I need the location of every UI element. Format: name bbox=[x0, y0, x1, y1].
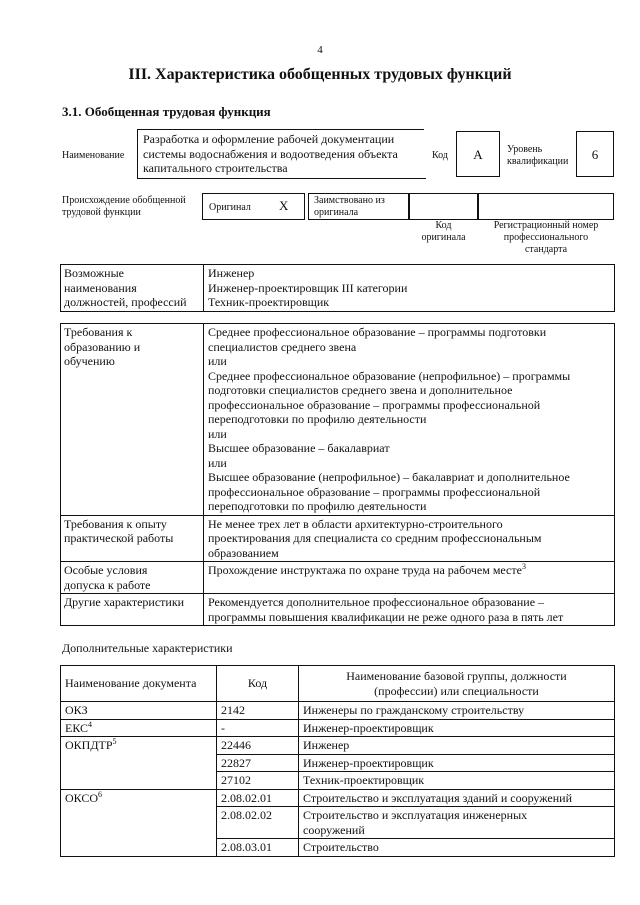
education-line: специалистов среднего звена bbox=[208, 339, 357, 354]
origin-label-line: Происхождение обобщенной bbox=[62, 195, 186, 206]
positions-label bbox=[61, 265, 204, 312]
header-name-line: (профессии) или специальности bbox=[374, 683, 539, 698]
table-row bbox=[61, 737, 615, 755]
experience-line: Не менее трех лет в области архитектурно-строительного bbox=[208, 516, 503, 531]
original-code-box bbox=[409, 193, 478, 220]
experience-line: проектирования для специалиста со средним профессиональным bbox=[208, 531, 542, 545]
okpdtr-name: Техник-проектировщик bbox=[299, 772, 615, 790]
education-line: Среднее профессиональное образование – программы подготовки bbox=[208, 325, 547, 339]
original-mark: X bbox=[279, 198, 289, 213]
other-characteristics-row bbox=[61, 594, 615, 626]
positions-label-line: Возможные bbox=[64, 266, 124, 280]
footnote-ref: 3 bbox=[521, 562, 526, 571]
table-row bbox=[61, 719, 615, 737]
education-label-line: обучению bbox=[64, 354, 115, 368]
level-label-line: квалификации bbox=[507, 156, 569, 167]
eks-doc bbox=[61, 719, 217, 737]
level-label-line: Уровень bbox=[507, 144, 543, 155]
code-caption bbox=[409, 220, 478, 244]
okso-name-line: Строительство и эксплуатация инженерных bbox=[303, 808, 528, 822]
experience-label-line: Требования к опыту bbox=[64, 516, 167, 531]
okso-name: Строительство bbox=[299, 839, 615, 857]
original-label: Оригинал bbox=[209, 202, 251, 213]
positions-table bbox=[60, 264, 615, 312]
additional-table bbox=[60, 665, 615, 857]
education-line: переподготовки по профилю деятельности bbox=[208, 412, 427, 426]
eks-name: Инженер-проектировщик bbox=[299, 719, 615, 737]
experience-row bbox=[61, 515, 615, 562]
education-line: Высшее образование (непрофильное) – бакалавриат и дополнительное bbox=[208, 470, 570, 484]
okpdtr-doc bbox=[61, 737, 217, 790]
header-doc: Наименование документа bbox=[61, 666, 217, 702]
education-label bbox=[61, 324, 204, 516]
experience-label bbox=[61, 515, 204, 562]
registration-caption-line: стандарта bbox=[524, 244, 568, 255]
other-characteristics-label: Другие характеристики bbox=[61, 594, 204, 626]
special-label-line: Особые условия bbox=[64, 563, 148, 577]
code-caption-line: Код bbox=[435, 220, 452, 231]
code-caption-line: оригинала bbox=[421, 232, 466, 243]
eks-code: - bbox=[217, 719, 299, 737]
origin-label-line: трудовой функции bbox=[62, 207, 141, 218]
okz-name: Инженеры по гражданскому строительству bbox=[299, 702, 615, 720]
level-label bbox=[507, 144, 568, 168]
positions-label-line: наименования bbox=[64, 280, 137, 295]
origin-label bbox=[62, 195, 186, 219]
okpdtr-name: Инженер bbox=[299, 737, 615, 755]
name-label: Наименование bbox=[62, 150, 125, 161]
okz-code: 2142 bbox=[217, 702, 299, 720]
okz-doc: ОКЗ bbox=[61, 702, 217, 720]
okso-code: 2.08.02.02 bbox=[217, 807, 299, 839]
eks-doc-text: ЕКС bbox=[65, 720, 89, 735]
okso-code: 2.08.03.01 bbox=[217, 839, 299, 857]
requirements-table bbox=[60, 323, 615, 626]
special-conditions-label bbox=[61, 562, 204, 594]
borrowed-label-line: Заимствовано из bbox=[314, 195, 385, 206]
code-label: Код bbox=[432, 150, 448, 161]
education-line: профессиональное образование – программы профессиональной bbox=[208, 484, 541, 499]
table-row bbox=[61, 789, 615, 807]
special-conditions-text bbox=[204, 562, 615, 594]
registration-caption-line: Регистрационный номер bbox=[493, 220, 599, 231]
okso-name-line: сооружений bbox=[303, 822, 365, 837]
positions-values bbox=[204, 265, 615, 312]
education-line: Высшее образование – бакалавриат bbox=[208, 441, 390, 455]
position-value: Инженер bbox=[208, 266, 255, 280]
function-name-box bbox=[137, 129, 424, 179]
subsection-title: 3.1. Обобщенная трудовая функция bbox=[62, 104, 271, 119]
okso-doc bbox=[61, 789, 217, 856]
education-line: или bbox=[208, 426, 227, 441]
education-label-line: Требования к bbox=[64, 325, 133, 339]
function-name-line: системы водоснабжения и водоотведения объекта bbox=[143, 146, 398, 161]
education-row bbox=[61, 324, 615, 516]
other-characteristics-text bbox=[204, 594, 615, 626]
level-value-box: 6 bbox=[576, 131, 614, 177]
okso-code: 2.08.02.01 bbox=[217, 789, 299, 807]
okpdtr-code: 22827 bbox=[217, 754, 299, 772]
original-box bbox=[202, 193, 305, 220]
registration-number-box bbox=[478, 193, 614, 220]
footnote-ref: 4 bbox=[88, 719, 93, 729]
okpdtr-doc-text: ОКПДТР bbox=[65, 738, 113, 752]
function-name-line: Разработка и оформление рабочей документации bbox=[143, 132, 395, 146]
table-row bbox=[61, 702, 615, 720]
okpdtr-code: 27102 bbox=[217, 772, 299, 790]
special-text: Прохождение инструктажа по охране труда на рабочем месте bbox=[208, 563, 522, 577]
registration-caption-line: профессионального bbox=[503, 232, 589, 243]
code-value-box: А bbox=[456, 131, 500, 177]
education-line: или bbox=[208, 455, 227, 470]
additional-title: Дополнительные характеристики bbox=[62, 641, 233, 655]
additional-header-row bbox=[61, 666, 615, 702]
education-line: или bbox=[208, 354, 227, 368]
okpdtr-name: Инженер-проектировщик bbox=[299, 754, 615, 772]
function-name-underline bbox=[137, 178, 426, 179]
footnote-ref: 6 bbox=[98, 789, 103, 799]
other-line: Рекомендуется дополнительное профессиональное образование – bbox=[208, 595, 545, 609]
function-name-line: капитального строительства bbox=[143, 161, 288, 175]
header-name bbox=[299, 666, 615, 702]
education-line: Среднее профессиональное образование (непрофильное) – программы bbox=[208, 368, 571, 383]
section-title: III. Характеристика обобщенных трудовых функций bbox=[128, 66, 512, 83]
education-line: переподготовки по профилю деятельности bbox=[208, 499, 427, 513]
position-value: Инженер-проектировщик III категории bbox=[208, 280, 408, 295]
education-line: профессиональное образование – программы профессиональной bbox=[208, 397, 541, 412]
special-conditions-row bbox=[61, 562, 615, 594]
experience-label-line: практической работы bbox=[64, 531, 174, 545]
positions-label-line: должностей, профессий bbox=[64, 295, 187, 309]
okso-name: Строительство и эксплуатация зданий и сооружений bbox=[299, 789, 615, 807]
header-code: Код bbox=[217, 666, 299, 702]
education-line: подготовки специалистов среднего звена и дополнительное bbox=[208, 383, 513, 397]
page-number: 4 bbox=[317, 44, 323, 56]
position-value: Техник-проектировщик bbox=[208, 295, 330, 309]
positions-row bbox=[61, 265, 615, 312]
special-label-line: допуска к работе bbox=[64, 577, 151, 592]
education-label-line: образованию и bbox=[64, 339, 141, 354]
other-line: программы повышения квалификации не реже одного раза в пять лет bbox=[208, 609, 564, 624]
okso-name bbox=[299, 807, 615, 839]
registration-caption bbox=[478, 220, 614, 256]
borrowed-label-line: оригинала bbox=[314, 207, 359, 218]
borrowed-box bbox=[308, 193, 409, 220]
header-name-line: Наименование базовой группы, должности bbox=[346, 669, 567, 683]
okso-doc-text: ОКСО bbox=[65, 790, 99, 805]
footnote-ref: 5 bbox=[112, 737, 117, 746]
education-text bbox=[204, 324, 615, 516]
experience-line: образованием bbox=[208, 545, 279, 560]
okpdtr-code: 22446 bbox=[217, 737, 299, 755]
experience-text bbox=[204, 515, 615, 562]
